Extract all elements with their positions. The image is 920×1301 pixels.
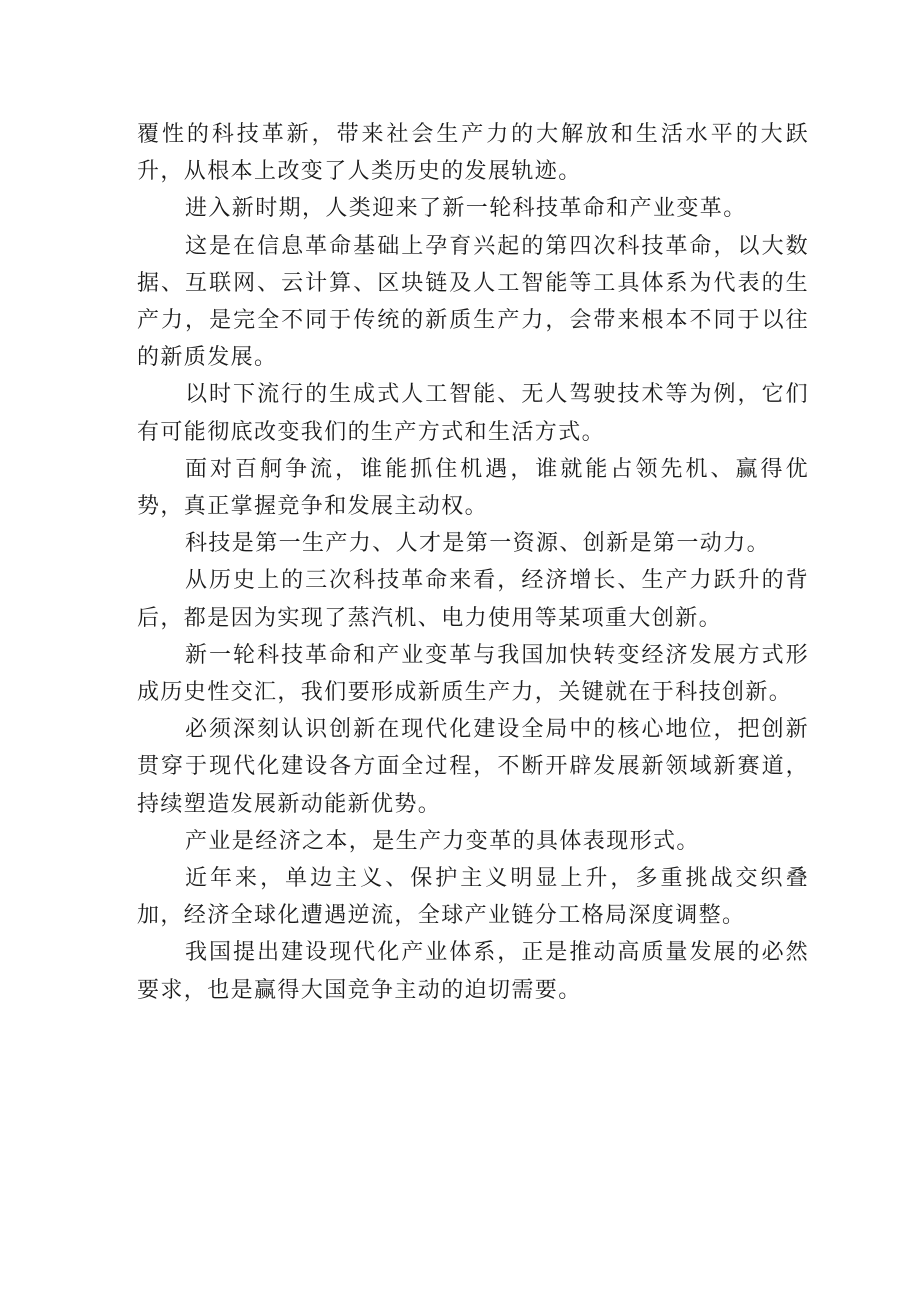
paragraph-4: 以时下流行的生成式人工智能、无人驾驶技术等为例，它们有可能彻底改变我们的生产方式和生活方式。	[137, 382, 809, 445]
paragraph-9: 必须深刻认识创新在现代化建设全局中的核心地位，把创新贯穿于现代化建设各方面全过程，不断开辟发展新领域新赛道，持续塑造发展新动能新优势。	[137, 717, 809, 817]
paragraph-8: 新一轮科技革命和产业变革与我国加快转变经济发展方式形成历史性交汇，我们要形成新质生产力，关键就在于科技创新。	[137, 642, 809, 706]
paragraph-5: 面对百舸争流，谁能抓住机遇，谁就能占领先机、赢得优势，真正掌握竞争和发展主动权。	[137, 456, 809, 520]
document-page	[137, 116, 809, 1009]
paragraph-2: 进入新时期，人类迎来了新一轮科技革命和产业变革。	[185, 196, 747, 222]
paragraph-12: 我国提出建设现代化产业体系，正是推动高质量发展的必然要求，也是赢得大国竞争主动的迫切需要。	[137, 940, 809, 1003]
paragraph-3: 这是在信息革命基础上孕育兴起的第四次科技革命，以大数据、互联网、云计算、区块链及人工智能等工具体系为代表的生产力，是完全不同于传统的新质生产力，会带来根本不同于以往的新质发展。	[137, 233, 809, 371]
paragraph-1: 覆性的科技革新，带来社会生产力的大解放和生活水平的大跃升，从根本上改变了人类历史的发展轨迹。	[137, 122, 809, 185]
paragraph-6: 科技是第一生产力、人才是第一资源、创新是第一动力。	[185, 531, 771, 557]
paragraph-10: 产业是经济之本，是生产力变革的具体表现形式。	[185, 828, 700, 854]
paragraph-11: 近年来，单边主义、保护主义明显上升，多重挑战交织叠加，经济全球化遭遇逆流，全球产业链分工格局深度调整。	[137, 866, 809, 929]
paragraph-7: 从历史上的三次科技革命来看，经济增长、生产力跃升的背后，都是因为实现了蒸汽机、电力使用等某项重大创新。	[137, 568, 809, 631]
